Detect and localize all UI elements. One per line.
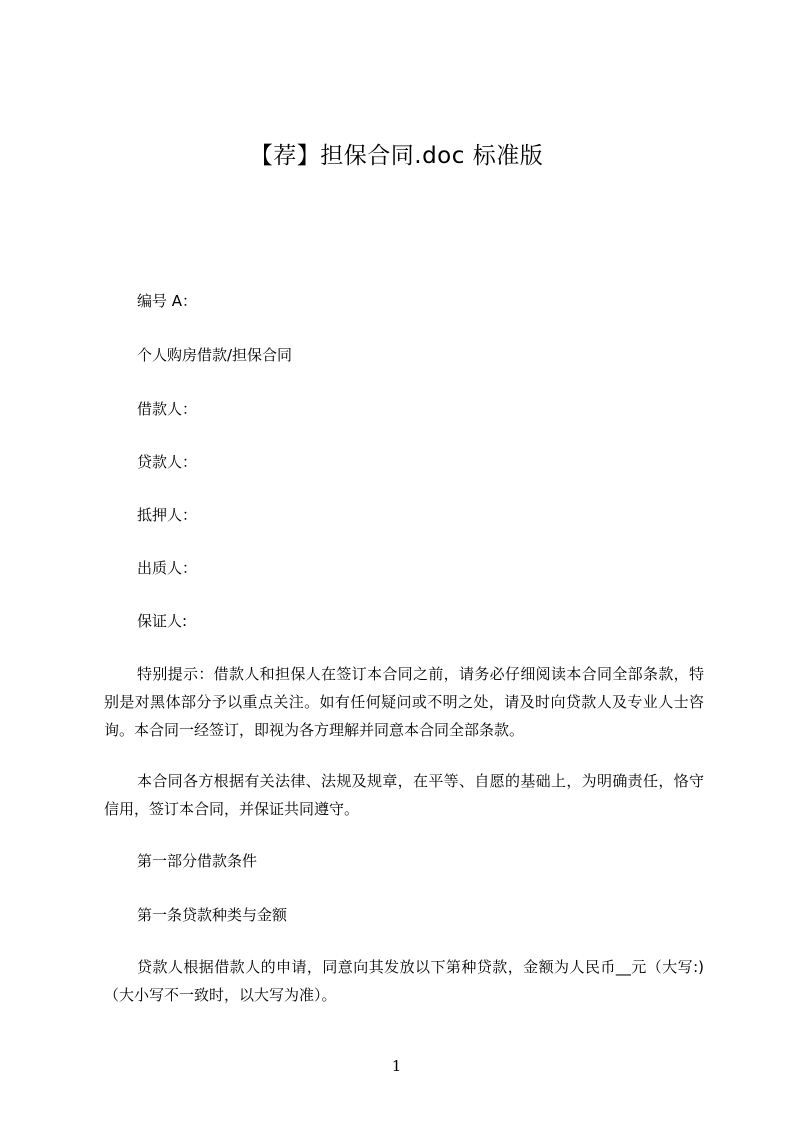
field-guarantor: 保证人: (137, 612, 188, 630)
field-mortgagor: 抵押人： (137, 506, 198, 524)
document-title: 【荐】担保合同.doc 标准版 (249, 143, 544, 169)
part-heading: 第一部分借款条件 (137, 852, 258, 870)
article-heading: 第一条贷款种类与金额 (137, 906, 288, 924)
article-paragraph: 贷款人根据借款人的申请，同意向其发放以下第种贷款，金额为人民币__元（大写:)（大小写不一致时，以大写为准）。 (104, 958, 704, 1004)
notice-paragraph: 特别提示：借款人和担保人在签订本合同之前，请务必仔细阅读本合同全部条款，特别是对黑体部分予以重点关注。如有任何疑问或不明之处，请及时向贷款人及专业人士咨询。本合同一经签订，即视为各方理解并同意本合同全部条款。 (104, 665, 704, 739)
field-lender: 贷款人： (137, 453, 198, 471)
field-number: 编号 A： (137, 292, 198, 310)
page-number: 1 (391, 1057, 402, 1075)
preamble-paragraph: 本合同各方根据有关法律、法规及规章，在平等、自愿的基础上，为明确责任，恪守信用，签订本合同，并保证共同遵守。 (104, 772, 704, 818)
field-pledgor: 出质人： (137, 559, 198, 577)
field-borrower: 借款人： (137, 400, 198, 418)
field-contract-name: 个人购房借款/担保合同 (137, 346, 293, 364)
